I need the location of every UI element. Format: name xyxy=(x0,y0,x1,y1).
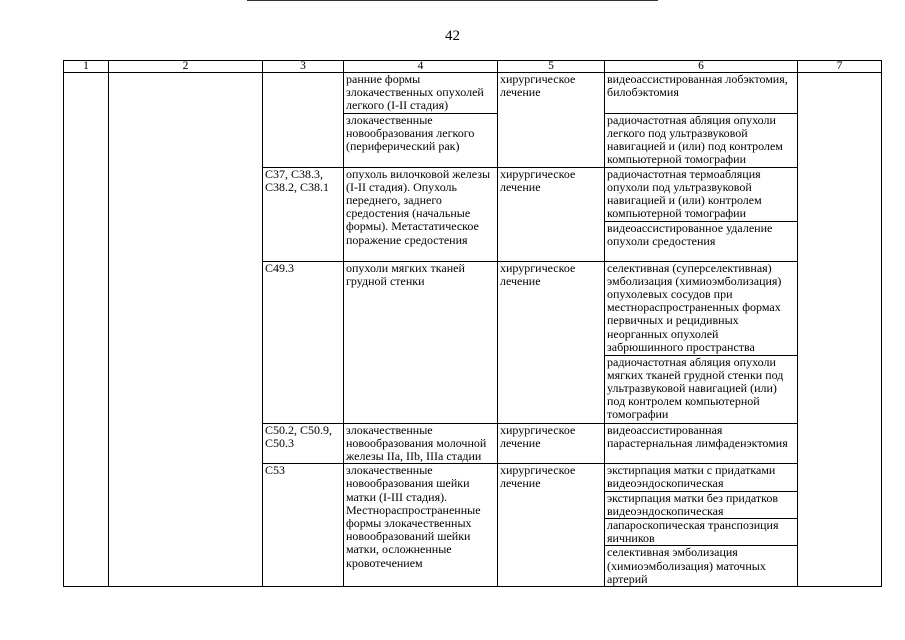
method-cell: радиочастотная абляция опухоли легкого под ультразвуковой навигацией и (или) под контролем компьютерной томографии xyxy=(605,113,798,167)
procedures-table xyxy=(63,60,882,587)
code-cell: C37, C38.3, C38.2, C38.1 xyxy=(263,167,344,261)
disease-cell: опухоль вилочковой железы (I-II стадия). Опухоль переднего, заднего средостения (начальные формы). Метастатическое поражение средостения xyxy=(344,167,498,261)
header-row xyxy=(64,61,882,73)
disease-cell: злокачественные новообразования легкого (периферический рак) xyxy=(344,113,498,167)
disease-cell: злокачественные новообразования молочной железы IIa, IIb, IIIa стадии xyxy=(344,423,498,464)
treatment-cell: хирургическое лечение xyxy=(498,464,605,587)
treatment-cell: хирургическое лечение xyxy=(498,73,605,168)
code-cell: C49.3 xyxy=(263,261,344,423)
page-number: 42 xyxy=(445,28,460,44)
method-cell: радиочастотная абляция опухоли мягких тканей грудной стенки под ультразвуковой навигацией (или) под контролем компьютерной томографии xyxy=(605,355,798,423)
treatment-cell: хирургическое лечение xyxy=(498,167,605,261)
code-cell: C53 xyxy=(263,464,344,587)
column-header: 2 xyxy=(109,61,263,73)
method-cell: лапароскопическая транспозиция яичников xyxy=(605,519,798,546)
column-header: 4 xyxy=(344,61,498,73)
column-header: 6 xyxy=(605,61,798,73)
method-cell: экстирпация матки без придатков видеоэндоскопическая xyxy=(605,491,798,518)
column-header: 3 xyxy=(263,61,344,73)
code-cell xyxy=(263,73,344,168)
col2-cell xyxy=(109,73,263,587)
disease-cell: опухоли мягких тканей грудной стенки xyxy=(344,261,498,423)
method-cell: экстирпация матки с придатками видеоэндоскопическая xyxy=(605,464,798,491)
method-cell: видеоассистированное удаление опухоли средостения xyxy=(605,221,798,261)
method-cell: радиочастотная термоабляция опухоли под ультразвуковой навигацией и (или) контролем компьютерной томографии xyxy=(605,167,798,221)
disease-cell: злокачественные новообразования шейки матки (I-III стадия). Местнораспространенные формы злокачественных новообразований шейки матки, осложненные кровотечением xyxy=(344,464,498,587)
treatment-cell: хирургическое лечение xyxy=(498,261,605,423)
method-cell: селективная эмболизация (химиоэмболизация) маточных артерий xyxy=(605,546,798,587)
col7-cell xyxy=(798,73,882,587)
column-header: 1 xyxy=(64,61,109,73)
code-cell: C50.2, C50.9, C50.3 xyxy=(263,423,344,464)
treatment-cell: хирургическое лечение xyxy=(498,423,605,464)
column-header: 7 xyxy=(798,61,882,73)
method-cell: видеоассистированная парастернальная лимфаденэктомия xyxy=(605,423,798,464)
column-header: 5 xyxy=(498,61,605,73)
col1-cell xyxy=(64,73,109,587)
top-rule xyxy=(247,0,658,1)
method-cell: видеоассистированная лобэктомия, билобэктомия xyxy=(605,73,798,114)
table-row xyxy=(64,73,882,114)
disease-cell: ранние формы злокачественных опухолей легкого (I-II стадия) xyxy=(344,73,498,114)
method-cell: селективная (суперселективная) эмболизация (химиоэмболизация) опухолевых сосудов при местнораспространенных формах первичных и рецидивных неорганных опухолей забрюшинного пространства xyxy=(605,261,798,355)
